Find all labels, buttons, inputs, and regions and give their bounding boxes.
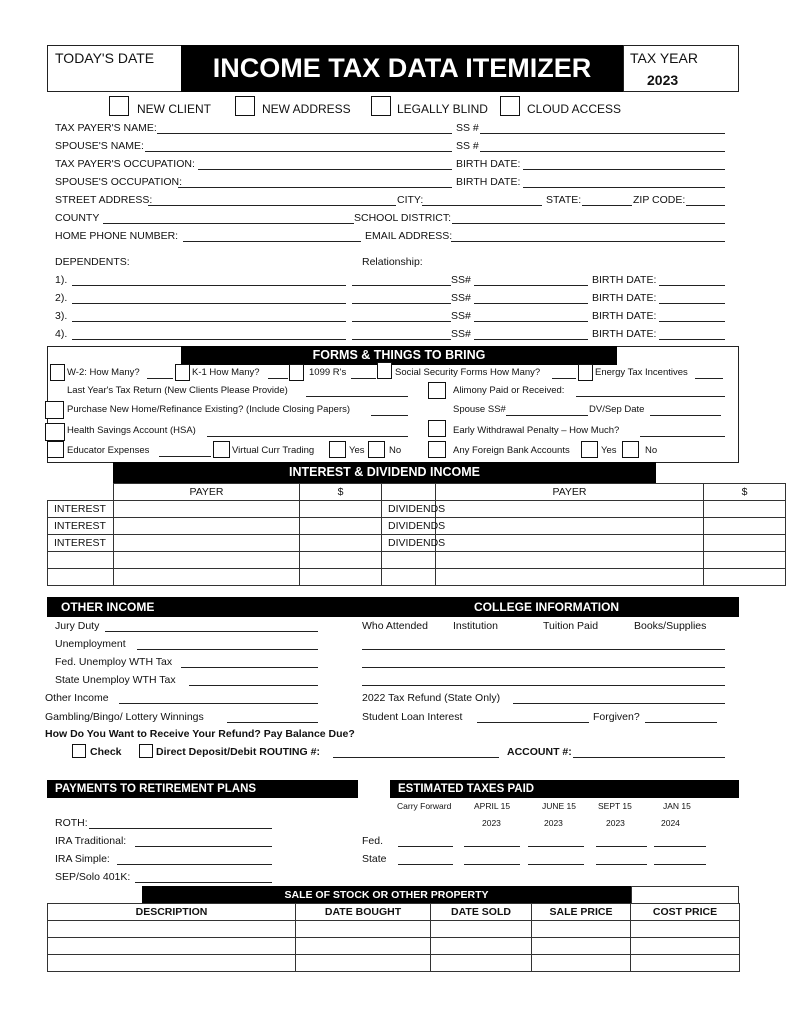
other-income-bar bbox=[47, 597, 739, 617]
energy-checkbox[interactable] bbox=[578, 364, 593, 381]
dependents-label: DEPENDENTS: bbox=[55, 256, 130, 268]
other-income-title: OTHER INCOME bbox=[61, 600, 155, 614]
table-row bbox=[48, 518, 786, 535]
tax-year-value: 2023 bbox=[647, 72, 679, 88]
estimated-month: JAN 15 bbox=[663, 801, 691, 811]
school-district-input[interactable] bbox=[452, 223, 725, 224]
dividend-payer-header: PAYER bbox=[436, 484, 704, 501]
account-label: ACCOUNT #: bbox=[507, 746, 572, 758]
stock-cell[interactable] bbox=[48, 921, 296, 938]
table-row bbox=[48, 569, 786, 586]
interest-payer-cell[interactable] bbox=[114, 518, 300, 535]
estimated-year: 2024 bbox=[661, 818, 680, 828]
home-phone-input[interactable] bbox=[183, 241, 361, 242]
purchase-home-label: Purchase New Home/Refinance Existing? (Include Closing Papers) bbox=[67, 404, 351, 415]
hsa-label: Health Savings Account (HSA) bbox=[67, 425, 196, 436]
zip-input[interactable] bbox=[686, 205, 725, 206]
spouse-ss-label: SS # bbox=[456, 140, 479, 152]
virtual-curr-no-checkbox[interactable] bbox=[368, 441, 385, 458]
interest-row-label bbox=[48, 552, 114, 569]
interest-row-label: INTEREST bbox=[48, 535, 114, 552]
table-cell bbox=[48, 484, 114, 501]
estimated-month: SEPT 15 bbox=[598, 801, 632, 811]
new-address-label: NEW ADDRESS bbox=[262, 102, 351, 116]
stock-date-sold-header: DATE SOLD bbox=[431, 904, 532, 921]
student-loan-label: Student Loan Interest bbox=[362, 711, 463, 723]
k1-count-input[interactable] bbox=[268, 378, 288, 379]
dependent-ss-input[interactable] bbox=[474, 285, 588, 286]
educator-label: Educator Expenses bbox=[67, 445, 150, 456]
school-district-label: SCHOOL DISTRICT: bbox=[354, 212, 452, 224]
stock-section-title bbox=[142, 886, 631, 904]
state-april-input[interactable] bbox=[464, 864, 520, 865]
dependent-index: 1). bbox=[55, 274, 68, 286]
alimony-checkbox[interactable] bbox=[428, 382, 446, 399]
fed-jan-input[interactable] bbox=[654, 846, 706, 847]
stock-cost-price-header: COST PRICE bbox=[631, 904, 740, 921]
table-row bbox=[48, 921, 740, 938]
who-attended-label: Who Attended bbox=[362, 620, 428, 632]
dependent-index: 3). bbox=[55, 310, 68, 322]
state-june-input[interactable] bbox=[528, 864, 584, 865]
k1-label: K-1 How Many? bbox=[192, 367, 260, 378]
virtual-curr-yes-label: Yes bbox=[349, 445, 365, 456]
zip-label: ZIP CODE: bbox=[633, 194, 686, 206]
dependent-birth-input[interactable] bbox=[659, 285, 725, 286]
last-year-return-label: Last Year's Tax Return (New Clients Please Provide) bbox=[67, 385, 288, 396]
account-input[interactable] bbox=[573, 757, 725, 758]
interest-amount-cell[interactable] bbox=[300, 535, 382, 552]
taxpayer-name-input[interactable] bbox=[157, 133, 452, 134]
ira-simple-label: IRA Simple: bbox=[55, 853, 110, 865]
foreign-bank-yes-label: Yes bbox=[601, 445, 617, 456]
taxpayer-birth-input[interactable] bbox=[523, 169, 725, 170]
dependent-birth-label: BIRTH DATE: bbox=[592, 292, 657, 304]
fed-wth-label: Fed. Unemploy WTH Tax bbox=[55, 656, 173, 668]
dependent-birth-label: BIRTH DATE: bbox=[592, 328, 657, 340]
ira-traditional-label: IRA Traditional: bbox=[55, 835, 127, 847]
page-title-text: INCOME TAX DATA ITEMIZER bbox=[212, 53, 592, 83]
cloud-access-label: CLOUD ACCESS bbox=[527, 102, 622, 116]
ira-simple-input[interactable] bbox=[117, 864, 272, 865]
dependent-ss-label: SS# bbox=[451, 328, 471, 340]
stock-cell[interactable] bbox=[431, 921, 532, 938]
jury-duty-input[interactable] bbox=[105, 631, 318, 632]
estimated-bar bbox=[390, 780, 739, 798]
interest-row-label bbox=[48, 569, 114, 586]
refund-question: How Do You Want to Receive Your Refund? Pay Balance Due? bbox=[45, 728, 355, 740]
dependent-relationship-input[interactable] bbox=[352, 339, 451, 340]
r1099-count-input[interactable] bbox=[351, 378, 376, 379]
dividend-amount-cell[interactable] bbox=[704, 501, 786, 518]
direct-deposit-checkbox[interactable] bbox=[139, 744, 153, 758]
stock-date-bought-header: DATE BOUGHT bbox=[296, 904, 431, 921]
retirement-bar bbox=[47, 780, 358, 798]
r1099-checkbox[interactable] bbox=[289, 364, 304, 381]
dependent-birth-label: BIRTH DATE: bbox=[592, 274, 657, 286]
refund-state-label: 2022 Tax Refund (State Only) bbox=[362, 692, 501, 704]
refund-state-input[interactable] bbox=[513, 703, 725, 704]
table-row bbox=[48, 484, 786, 501]
unemployment-label: Unemployment bbox=[55, 638, 126, 650]
alimony-label: Alimony Paid or Received: bbox=[453, 385, 565, 396]
interest-payer-cell[interactable] bbox=[114, 535, 300, 552]
tax-year-field bbox=[623, 45, 739, 92]
estimated-month: JUNE 15 bbox=[542, 801, 577, 811]
stock-cell[interactable] bbox=[431, 955, 532, 972]
k1-checkbox[interactable] bbox=[175, 364, 190, 381]
interest-row-label: INTEREST bbox=[48, 501, 114, 518]
forms-section-title bbox=[181, 346, 617, 365]
dividend-row-label bbox=[382, 569, 436, 586]
legally-blind-label: LEGALLY BLIND bbox=[397, 102, 488, 116]
dividend-payer-cell[interactable] bbox=[436, 535, 704, 552]
table-row bbox=[48, 535, 786, 552]
dependent-relationship-input[interactable] bbox=[352, 285, 451, 286]
dv-sep-input[interactable] bbox=[650, 415, 721, 416]
stock-description-header: DESCRIPTION bbox=[48, 904, 296, 921]
interest-payer-cell[interactable] bbox=[114, 569, 300, 586]
interest-amount-cell[interactable] bbox=[300, 569, 382, 586]
early-withdrawal-checkbox[interactable] bbox=[428, 420, 446, 437]
energy-input[interactable] bbox=[695, 378, 723, 379]
stock-cell[interactable] bbox=[631, 921, 740, 938]
stock-cell[interactable] bbox=[431, 938, 532, 955]
spouse-ss-label-forms: Spouse SS# bbox=[453, 404, 506, 415]
stock-sale-price-header: SALE PRICE bbox=[532, 904, 631, 921]
dependent-index: 2). bbox=[55, 292, 68, 304]
hsa-input[interactable] bbox=[207, 436, 408, 437]
jury-duty-label: Jury Duty bbox=[55, 620, 100, 632]
dividend-amount-cell[interactable] bbox=[704, 569, 786, 586]
taxpayer-occupation-label: TAX PAYER'S OCCUPATION: bbox=[55, 158, 195, 170]
stock-cell[interactable] bbox=[631, 938, 740, 955]
other-income-input[interactable] bbox=[119, 703, 318, 704]
stock-cell[interactable] bbox=[532, 921, 631, 938]
street-address-input[interactable] bbox=[148, 205, 396, 206]
dividend-payer-cell[interactable] bbox=[436, 569, 704, 586]
w2-count-input[interactable] bbox=[147, 378, 173, 379]
early-withdrawal-label: Early Withdrawal Penalty – How Much? bbox=[453, 425, 620, 436]
stock-cell[interactable] bbox=[532, 955, 631, 972]
estimated-year: 2023 bbox=[482, 818, 501, 828]
alimony-input[interactable] bbox=[576, 396, 725, 397]
cloud-access-checkbox[interactable] bbox=[500, 96, 520, 116]
forgiven-label: Forgiven? bbox=[593, 711, 640, 723]
dependent-relationship-input[interactable] bbox=[352, 321, 451, 322]
spouse-occupation-input[interactable] bbox=[178, 187, 452, 188]
early-withdrawal-input[interactable] bbox=[640, 436, 725, 437]
dependent-birth-input[interactable] bbox=[659, 303, 725, 304]
interest-amount-cell[interactable] bbox=[300, 501, 382, 518]
state-jan-input[interactable] bbox=[654, 864, 706, 865]
dv-sep-label: DV/Sep Date bbox=[589, 404, 645, 415]
dividend-row-label bbox=[382, 552, 436, 569]
college-line-input[interactable] bbox=[362, 685, 725, 686]
direct-deposit-label: Direct Deposit/Debit ROUTING #: bbox=[156, 746, 320, 758]
fed-carry-input[interactable] bbox=[398, 846, 453, 847]
foreign-bank-no-label: No bbox=[645, 445, 658, 456]
taxpayer-name-label: TAX PAYER'S NAME: bbox=[55, 122, 157, 134]
stock-cell[interactable] bbox=[532, 938, 631, 955]
county-input[interactable] bbox=[103, 223, 354, 224]
dependent-ss-label: SS# bbox=[451, 274, 471, 286]
unemployment-input[interactable] bbox=[137, 649, 318, 650]
foreign-bank-no-checkbox[interactable] bbox=[622, 441, 639, 458]
fed-april-input[interactable] bbox=[464, 846, 520, 847]
dependent-ss-label: SS# bbox=[451, 292, 471, 304]
interest-amount-header: $ bbox=[300, 484, 382, 501]
estimated-year: 2023 bbox=[606, 818, 625, 828]
energy-label: Energy Tax Incentives bbox=[595, 367, 688, 378]
relationship-label: Relationship: bbox=[362, 256, 423, 268]
state-sept-input[interactable] bbox=[596, 864, 647, 865]
stock-table bbox=[47, 903, 740, 972]
taxpayer-occupation-input[interactable] bbox=[198, 169, 452, 170]
interest-payer-cell[interactable] bbox=[114, 552, 300, 569]
today-date-label: TODAY'S DATE bbox=[55, 50, 155, 66]
dependent-index: 4). bbox=[55, 328, 68, 340]
today-date-field[interactable] bbox=[47, 45, 181, 92]
other-income-label: Other Income bbox=[45, 692, 109, 704]
forgiven-input[interactable] bbox=[645, 722, 717, 723]
interest-payer-header: PAYER bbox=[114, 484, 300, 501]
dividend-payer-cell[interactable] bbox=[436, 552, 704, 569]
dependent-ss-input[interactable] bbox=[474, 303, 588, 304]
retirement-title: PAYMENTS TO RETIREMENT PLANS bbox=[55, 783, 257, 795]
student-loan-input[interactable] bbox=[477, 722, 589, 723]
state-wth-input[interactable] bbox=[189, 685, 318, 686]
fed-wth-input[interactable] bbox=[181, 667, 318, 668]
roth-input[interactable] bbox=[89, 828, 272, 829]
interest-section-title-text: INTEREST & DIVIDEND INCOME bbox=[289, 465, 480, 479]
dependent-birth-input[interactable] bbox=[659, 321, 725, 322]
dividend-row-label: DIVIDENDS bbox=[382, 518, 436, 535]
educator-checkbox[interactable] bbox=[47, 441, 64, 458]
estimated-title: ESTIMATED TAXES PAID bbox=[398, 783, 535, 795]
state-wth-label: State Unemploy WTH Tax bbox=[55, 674, 176, 686]
check-label: Check bbox=[90, 746, 122, 758]
spouse-birth-input[interactable] bbox=[523, 187, 725, 188]
dependent-name-input[interactable] bbox=[72, 303, 346, 304]
new-client-label: NEW CLIENT bbox=[137, 102, 212, 116]
ss-forms-checkbox[interactable] bbox=[377, 362, 392, 379]
dividend-amount-header: $ bbox=[704, 484, 786, 501]
state-label: STATE: bbox=[546, 194, 582, 206]
dividend-amount-cell[interactable] bbox=[704, 535, 786, 552]
interest-amount-cell[interactable] bbox=[300, 552, 382, 569]
estimated-fed-label: Fed. bbox=[362, 835, 384, 847]
new-address-checkbox[interactable] bbox=[235, 96, 255, 116]
dependent-name-input[interactable] bbox=[72, 321, 346, 322]
virtual-curr-label: Virtual Curr Trading bbox=[232, 445, 315, 456]
fed-sept-input[interactable] bbox=[596, 846, 647, 847]
college-line-input[interactable] bbox=[362, 649, 725, 650]
w2-checkbox[interactable] bbox=[50, 364, 65, 381]
legally-blind-checkbox[interactable] bbox=[371, 96, 391, 116]
estimated-month: APRIL 15 bbox=[474, 801, 511, 811]
dependent-ss-input[interactable] bbox=[474, 321, 588, 322]
taxpayer-birth-label: BIRTH DATE: bbox=[456, 158, 521, 170]
tax-year-label: TAX YEAR bbox=[630, 50, 698, 66]
ira-traditional-input[interactable] bbox=[135, 846, 272, 847]
county-label: COUNTY bbox=[55, 212, 100, 224]
virtual-curr-yes-checkbox[interactable] bbox=[329, 441, 346, 458]
foreign-bank-yes-checkbox[interactable] bbox=[581, 441, 598, 458]
home-phone-label: HOME PHONE NUMBER: bbox=[55, 230, 179, 242]
street-address-label: STREET ADDRESS: bbox=[55, 194, 153, 206]
sep-label: SEP/Solo 401K: bbox=[55, 871, 131, 883]
spouse-occupation-label: SPOUSE'S OCCUPATION: bbox=[55, 176, 183, 188]
stock-cell[interactable] bbox=[296, 921, 431, 938]
dependent-relationship-input[interactable] bbox=[352, 303, 451, 304]
virtual-curr-checkbox[interactable] bbox=[213, 441, 230, 458]
dividend-amount-cell[interactable] bbox=[704, 518, 786, 535]
dividend-payer-cell[interactable] bbox=[436, 501, 704, 518]
ss-forms-count-input[interactable] bbox=[552, 378, 576, 379]
check-checkbox[interactable] bbox=[72, 744, 86, 758]
spouse-ss-input[interactable] bbox=[480, 151, 725, 152]
table-cell bbox=[382, 484, 436, 501]
gambling-label: Gambling/Bingo/ Lottery Winnings bbox=[45, 711, 204, 723]
interest-amount-cell[interactable] bbox=[300, 518, 382, 535]
table-row bbox=[48, 938, 740, 955]
dividend-payer-cell[interactable] bbox=[436, 518, 704, 535]
dependent-birth-label: BIRTH DATE: bbox=[592, 310, 657, 322]
foreign-bank-checkbox[interactable] bbox=[428, 441, 446, 458]
w2-label: W-2: How Many? bbox=[67, 367, 140, 378]
r1099-label: 1099 R's bbox=[309, 367, 347, 378]
dividend-amount-cell[interactable] bbox=[704, 552, 786, 569]
dividend-row-label: DIVIDENDS bbox=[382, 535, 436, 552]
email-input[interactable] bbox=[451, 241, 725, 242]
interest-row-label: INTEREST bbox=[48, 518, 114, 535]
city-input[interactable] bbox=[422, 205, 542, 206]
table-row bbox=[48, 501, 786, 518]
spouse-name-label: SPOUSE'S NAME: bbox=[55, 140, 144, 152]
fed-june-input[interactable] bbox=[528, 846, 584, 847]
purchase-home-input[interactable] bbox=[371, 415, 408, 416]
forms-section-title-text: FORMS & THINGS TO BRING bbox=[312, 348, 486, 362]
interest-payer-cell[interactable] bbox=[114, 501, 300, 518]
educator-input[interactable] bbox=[159, 456, 211, 457]
stock-cell[interactable] bbox=[48, 938, 296, 955]
books-label: Books/Supplies bbox=[634, 620, 707, 632]
dependent-ss-label: SS# bbox=[451, 310, 471, 322]
foreign-bank-label: Any Foreign Bank Accounts bbox=[453, 445, 570, 456]
institution-label: Institution bbox=[453, 620, 498, 632]
table-row bbox=[48, 955, 740, 972]
dependent-name-input[interactable] bbox=[72, 285, 346, 286]
table-row bbox=[48, 552, 786, 569]
routing-input[interactable] bbox=[333, 757, 499, 758]
page-title bbox=[181, 45, 623, 92]
ss-forms-label: Social Security Forms How Many? bbox=[395, 367, 541, 378]
stock-cell[interactable] bbox=[296, 955, 431, 972]
dependent-ss-input[interactable] bbox=[474, 339, 588, 340]
spouse-name-input[interactable] bbox=[145, 151, 452, 152]
dependent-birth-input[interactable] bbox=[659, 339, 725, 340]
stock-cell[interactable] bbox=[296, 938, 431, 955]
tuition-label: Tuition Paid bbox=[543, 620, 599, 632]
virtual-curr-no-label: No bbox=[389, 445, 402, 456]
hsa-checkbox[interactable] bbox=[45, 423, 65, 441]
estimated-state-label: State bbox=[362, 853, 387, 865]
carry-forward-label: Carry Forward bbox=[397, 801, 452, 811]
dividend-row-label: DIVIDENDS bbox=[382, 501, 436, 518]
stock-section-title-text: SALE OF STOCK OR OTHER PROPERTY bbox=[284, 889, 489, 901]
purchase-home-checkbox[interactable] bbox=[45, 401, 64, 419]
email-label: EMAIL ADDRESS: bbox=[365, 230, 453, 242]
stock-cell[interactable] bbox=[631, 955, 740, 972]
last-year-return-input[interactable] bbox=[306, 396, 408, 397]
stock-cell[interactable] bbox=[48, 955, 296, 972]
estimated-year: 2023 bbox=[544, 818, 563, 828]
table-row bbox=[48, 904, 740, 921]
city-label: CITY: bbox=[397, 194, 424, 206]
dependent-name-input[interactable] bbox=[72, 339, 346, 340]
college-line-input[interactable] bbox=[362, 667, 725, 668]
spouse-ss-forms-input[interactable] bbox=[506, 415, 588, 416]
college-title: COLLEGE INFORMATION bbox=[474, 600, 620, 614]
interest-dividend-table bbox=[47, 483, 786, 586]
stock-header-box bbox=[631, 886, 739, 904]
spouse-birth-label: BIRTH DATE: bbox=[456, 176, 521, 188]
gambling-input[interactable] bbox=[227, 722, 318, 723]
sep-input[interactable] bbox=[135, 882, 272, 883]
state-carry-input[interactable] bbox=[398, 864, 453, 865]
roth-label: ROTH: bbox=[55, 817, 88, 829]
taxpayer-ss-label: SS # bbox=[456, 122, 479, 134]
interest-section-title bbox=[113, 462, 656, 483]
taxpayer-ss-input[interactable] bbox=[480, 133, 725, 134]
new-client-checkbox[interactable] bbox=[109, 96, 129, 116]
state-input[interactable] bbox=[582, 205, 632, 206]
